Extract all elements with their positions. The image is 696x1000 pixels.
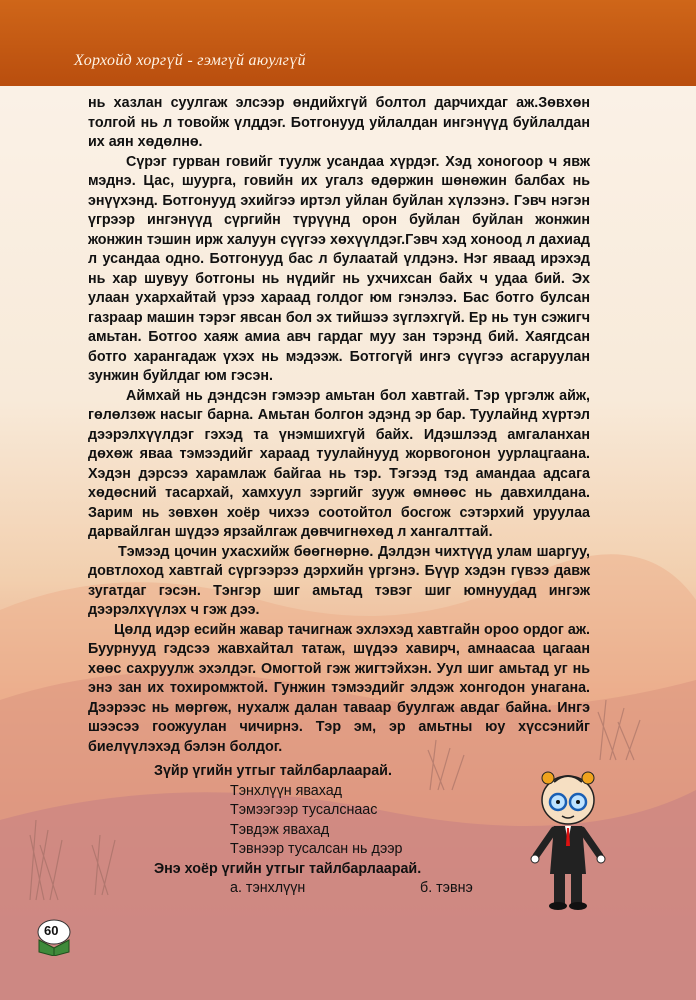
running-header-title: Хорхойд хоргүй - гэмгүй аюулгүй [74, 52, 306, 69]
page-number: 60 [44, 923, 59, 938]
page-header [0, 0, 696, 86]
proverb-line: Тэнхлүүн явахад [230, 782, 342, 799]
paragraph: Аймхай нь дэндсэн гэмээр амьтан бол хавтгай. Тэр үргэлж айж, гөлөлзөж насыг барна. Амьтан болгон эдэнд эр бар. Туулайнд хүртэл дээрэлхүүлдэг гэхэд та үнэмшихгүй байх. Идэшлээд амгаланхан дөхөж яваа тэмээдийг хараад туулайнууд жорвогонон уурлацгаана. Хэдэн дэрсээ харамлаж байгаа нь тэр. Тэгээд тэд амандаа адсага хөдөсний тасархай, хамхуул зэргийг зууж өмнөөс нь давхилдана. Зарим нь зөвхөн хоёр чихээ соотойтол босгож сэтэрхий уруулаа дарвайлган шүдээ ярзайлгаж дөвчигнөхөд л хангалттай. [88, 387, 590, 540]
story-text [88, 94, 590, 757]
paragraph: Сүрэг гурван говийг туулж усандаа хүрдэг. Хэд хоногоор ч явж мэднэ. Цас, шуурга, говийн их угалз өдөржин шөнөжин балбах нь энүүхэнд. Ботгонууд эхийгээ иртэл уйлан буйлан хүлээнэ. Гэвч нэгэн үгрээр ингэнүүд сүргийн түрүүнд орон буйлан буйлан жонжин жонжин тэшин ирж халуун сүүгээ хөхүүлдэг.Гэвч хэд хоноод л дахиад л усандаа одно. Ботгонууд бас л булаатай үлдэнэ. Нэг яваад ирэхэд нь хар шувуу ботгоны нь нүдийг нь ухчихсан байх ч удаа бий. Эх улаан ухархайтай үрээ хараад голдог юм гэнэлээ. Бас ботго булсан газраар машин тэрэг явсан бол эх тийшээ зүглэхгүй. Ер нь тун сэжигч амьтан. Ботгоо хаяж амиа авч гардаг муу зан тэрэнд бий. Хаягдсан ботго харангадаж үхэх нь мэдээж. Ботгогүй ингэ сүүгээ асгаруулан зунжин буйлдаг юм гэсэн. [88, 153, 590, 384]
cartoon-character-illustration [518, 764, 618, 914]
proverb-line: Тэвнээр тусалсан нь дээр [230, 841, 403, 857]
proverb-line: Тэвдэж явахад [230, 821, 330, 838]
option-a: а. тэнхлүүн [230, 880, 306, 896]
exercise-options [154, 879, 484, 899]
paragraph: нь хазлан суулгаж элсээр өндийхгүй болтол дарчихдаг аж.Зөвхөн толгой нь л товойж үлддэг. Ботгонууд уйлалдан ингэнүүд буйлалдан их аян хөдөлнө. [88, 95, 590, 150]
exercise-question: Зүйр үгийн утгыг тайлбарлаарай. [154, 763, 392, 779]
option-b: б. тэвнэ [420, 880, 473, 896]
exercise-question: Энэ хоёр үгийн утгыг тайлбарлаарай. [154, 860, 422, 877]
proverb-line: Тэмээгээр тусалснаас [230, 802, 378, 818]
exercise-box [154, 762, 484, 899]
paragraph: Тэмээд цочин ухасхийж бөөгнөрнө. Дэлдэн чихтүүд улам шаргуу, довтлоход хавтгай сүргээрээ дэрхийн үргэнэ. Бүүр хэдэн гүвээ давж зугатдаг гэсэн. Тэнгэр шиг амьтад тэвэг шиг юмнуудад ингэж дээрэлхүүлэх ч гэж дээ. [88, 543, 590, 618]
paragraph: Цөлд идэр есийн жавар тачигнаж эхлэхэд хавтгайн орoo ордог аж. Буурнууд гэдсээ жавхайтал татаж, шүдээ хавирч, амнаасаа цагаан хөөс сахруулж эхэлдэг. Омогтой гэж жигтэйхэн. Уул шиг амьтад уг нь энэ зан их тохиромжтой. Гунжин тэмээдийг элдэж хонгодон унагана. Дээрээс нь мөргөж, нухалж далан таваар буулгаж авдаг байна. Ингэ шээсээ гоожуулан чичирнэ. Тэр эм, эр амьтны юу хүссэнийг биелүүлэхэд бэлэн болдог. [88, 621, 590, 755]
